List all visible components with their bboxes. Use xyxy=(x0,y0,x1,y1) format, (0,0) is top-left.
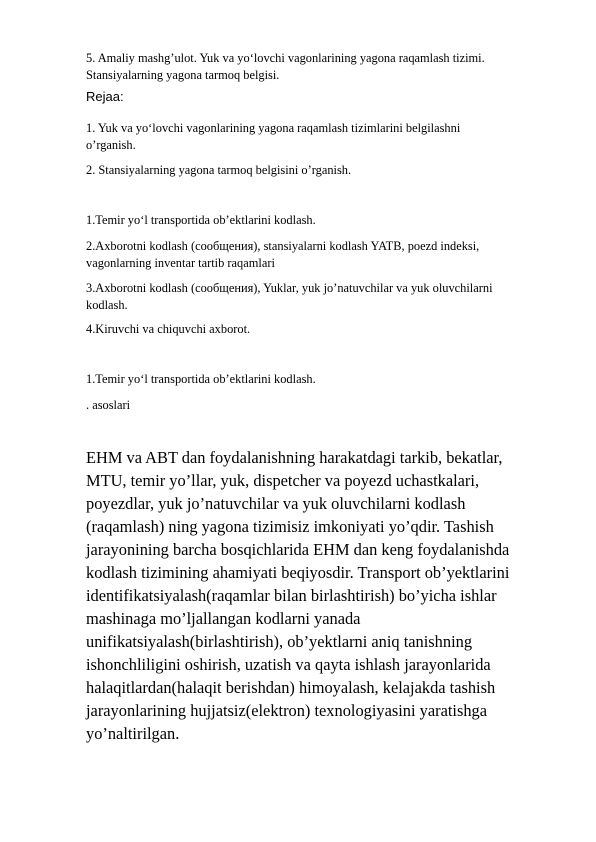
topic-1: 1.Temir yo‘l transportida ob’ektlarini kodlash. xyxy=(86,213,316,227)
body-line-4: (raqamlash) ning yagona tizimisiz imkoniyati yo’qdir. Tashish xyxy=(86,517,494,536)
plan-item-2: 2. Stansiyalarning yagona tarmoq belgisini o’rganish. xyxy=(86,163,352,177)
body-line-7: identifikatsiyalash(raqamlar bilan birlashtirish) bo’yicha ishlar xyxy=(86,586,497,605)
topic-3-line-2: kodlash. xyxy=(86,298,128,312)
body-line-1: EHM va ABT dan foydalanishning harakatdagi tarkib, bekatlar, xyxy=(86,448,503,467)
body-line-11: halaqitlardan(halaqit berishdan) himoyalash, kelajakda tashish xyxy=(86,678,496,697)
plan-heading: Rejaa: xyxy=(86,89,124,104)
practical-title-line-1: 5. Amaliy mashg’ulot. Yuk va yo‘lovchi vagonlarining yagona raqamlash tizimi. xyxy=(86,51,485,65)
body-line-2: MTU, temir yo’llar, yuk, dispetcher va poyezd uchastkalari, xyxy=(86,471,480,490)
body-line-8: mashinaga mo’ljallangan kodlarni yanada xyxy=(86,609,361,628)
body-line-6: kodlash tizimining ahamiyati beqiyosdir. Transport ob’yektlarini xyxy=(86,563,510,582)
section-heading: 1.Temir yo‘l transportida ob’ektlarini kodlash. xyxy=(86,372,316,386)
body-line-10: ishonchliligini oshirish, uzatish va qayta ishlash jarayonlarida xyxy=(86,655,491,674)
practical-title-line-2: Stansiyalarning yagona tarmoq belgisi. xyxy=(86,68,280,82)
body-line-13: yo’naltirilgan. xyxy=(86,724,180,743)
body-line-3: poyezdlar, yuk jo’natuvchilar va yuk oluvchilarni kodlash xyxy=(86,494,466,513)
section-subheading: . asoslari xyxy=(86,398,131,412)
topic-2-line-1: 2.Axborotni kodlash (сообщения), stansiyalarni kodlash YATB, poezd indeksi, xyxy=(86,239,480,253)
body-line-9: unifikatsiyalash(birlashtirish), ob’yektlarni aniq tanishning xyxy=(86,632,473,651)
topic-3-line-1: 3.Axborotni kodlash (сообщения), Yuklar, yuk jo’natuvchilar va yuk oluvchilarni xyxy=(86,281,493,295)
topic-4: 4.Kiruvchi va chiquvchi axborot. xyxy=(86,322,251,336)
plan-item-1-line-2: o’rganish. xyxy=(86,138,136,152)
topic-2-line-2: vagonlarning inventar tartib raqamlari xyxy=(86,256,275,270)
body-line-5: jarayonining barcha bosqichlarida EHM dan keng foydalanishda xyxy=(86,540,510,559)
plan-item-1-line-1: 1. Yuk va yo‘lovchi vagonlarining yagona raqamlash tizimlarini belgilashni xyxy=(86,121,461,135)
body-line-12: jarayonlarining hujjatsiz(elektron) texnologiyasini yaratishga xyxy=(86,701,487,720)
